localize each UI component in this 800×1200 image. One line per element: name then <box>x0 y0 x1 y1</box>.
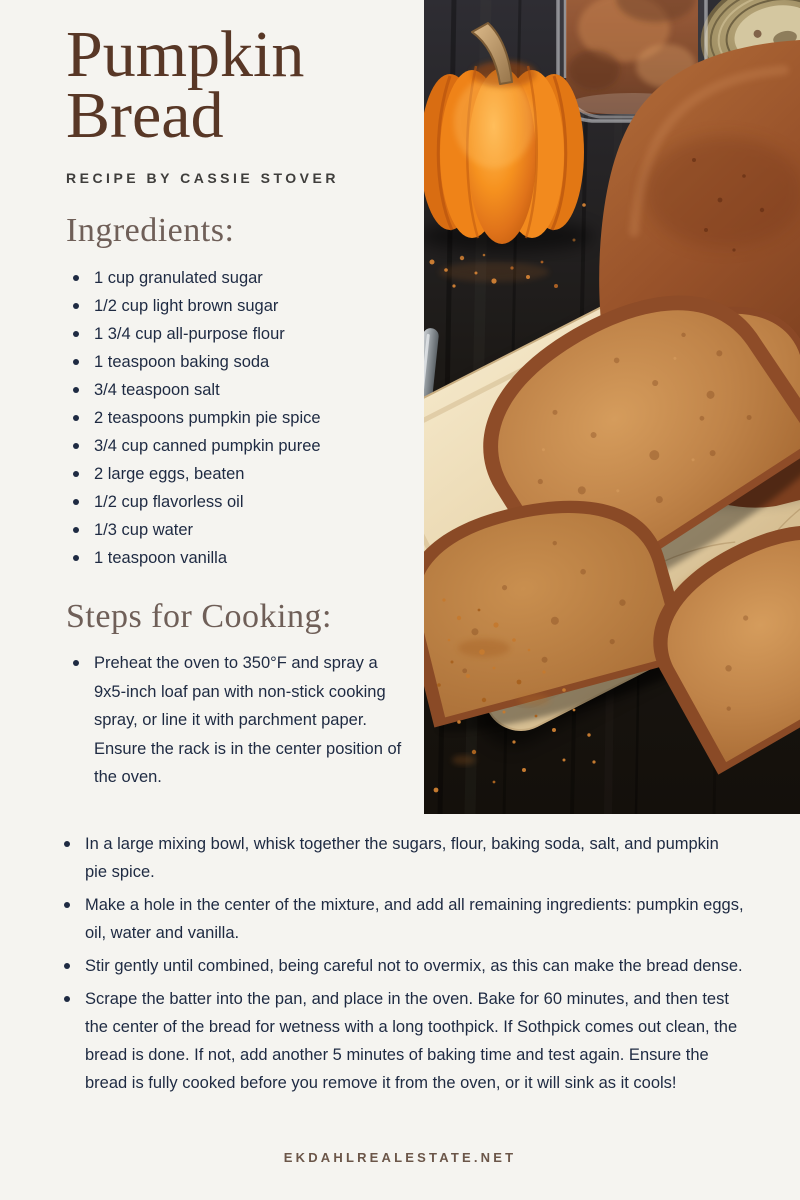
bullet-icon <box>73 275 79 281</box>
byline: RECIPE BY CASSIE STOVER <box>66 170 339 186</box>
steps-heading: Steps for Cooking: <box>66 598 332 635</box>
bullet-icon <box>64 902 70 908</box>
bullet-icon <box>73 471 79 477</box>
step-text: Stir gently until combined, being careful not to overmix, as this can make the bread dense. <box>85 957 743 975</box>
ingredient-text: 1 cup granulated sugar <box>94 269 263 287</box>
ingredient-item <box>66 516 422 544</box>
ingredients-heading: Ingredients: <box>66 212 235 249</box>
bullet-icon <box>73 331 79 337</box>
step-item <box>57 985 745 1097</box>
bullet-icon <box>73 443 79 449</box>
ingredient-item <box>66 432 422 460</box>
bullet-icon <box>73 499 79 505</box>
bullet-icon <box>73 527 79 533</box>
ingredient-item <box>66 404 422 432</box>
step-text: Scrape the batter into the pan, and place in the oven. Bake for 60 minutes, and then test the center of the bread for wetness with a long toothpick. If Sothpick comes out clean, the bread is done. If not, add another 5 minutes of baking time and test again. Ensure the bread is fully cooked before you remove it from the oven, or it will sink as it cools! <box>85 990 738 1092</box>
ingredient-item <box>66 544 422 572</box>
ingredient-text: 1 teaspoon vanilla <box>94 549 228 567</box>
ingredient-text: 1 3/4 cup all-purpose flour <box>94 325 285 343</box>
steps-list-bottom <box>57 830 745 1102</box>
recipe-photo <box>424 0 800 814</box>
ingredient-text: 1/2 cup light brown sugar <box>94 297 279 315</box>
step-item <box>57 891 745 947</box>
footer-url: EKDAHLREALESTATE.NET <box>283 1150 517 1165</box>
bullet-icon <box>73 303 79 309</box>
recipe-title <box>66 18 422 152</box>
left-column <box>66 18 422 792</box>
step-item <box>57 830 745 886</box>
step-text: In a large mixing bowl, whisk together the sugars, flour, baking soda, salt, and pumpkin pie spice. <box>85 835 719 881</box>
recipe-photo-illustration <box>424 0 800 814</box>
ingredient-item <box>66 460 422 488</box>
ingredient-item <box>66 348 422 376</box>
step-item <box>57 952 745 980</box>
bullet-icon <box>73 555 79 561</box>
bullet-icon <box>64 963 70 969</box>
bullet-icon <box>64 996 70 1002</box>
bullet-icon <box>73 660 79 666</box>
step-text: Make a hole in the center of the mixture, and add all remaining ingredients: pumpkin eggs, oil, water and vanilla. <box>85 896 744 942</box>
ingredient-text: 1 teaspoon baking soda <box>94 353 270 371</box>
ingredient-item <box>66 376 422 404</box>
ingredient-text: 1/2 cup flavorless oil <box>94 493 244 511</box>
bullet-icon <box>73 359 79 365</box>
bullet-icon <box>73 387 79 393</box>
bullet-icon <box>64 841 70 847</box>
bullet-icon <box>73 415 79 421</box>
ingredient-item <box>66 320 422 348</box>
ingredient-text: 1/3 cup water <box>94 521 194 539</box>
ingredient-text: 3/4 cup canned pumpkin puree <box>94 437 321 455</box>
step-item <box>66 649 406 792</box>
recipe-title-line2: Bread <box>66 79 224 152</box>
ingredient-item <box>66 292 422 320</box>
ingredient-text: 2 large eggs, beaten <box>94 465 245 483</box>
ingredient-item <box>66 264 422 292</box>
step-text: Preheat the oven to 350°F and spray a 9x5-inch loaf pan with non-stick cooking spray, or line it with parchment paper. Ensure the rack is in the center position of the oven. <box>94 654 402 786</box>
steps-list-column <box>66 649 406 792</box>
ingredient-text: 3/4 teaspoon salt <box>94 381 220 399</box>
ingredients-list <box>66 264 422 572</box>
recipe-title-line1: Pumpkin <box>66 18 305 91</box>
ingredient-text: 2 teaspoons pumpkin pie spice <box>94 409 321 427</box>
ingredient-item <box>66 488 422 516</box>
